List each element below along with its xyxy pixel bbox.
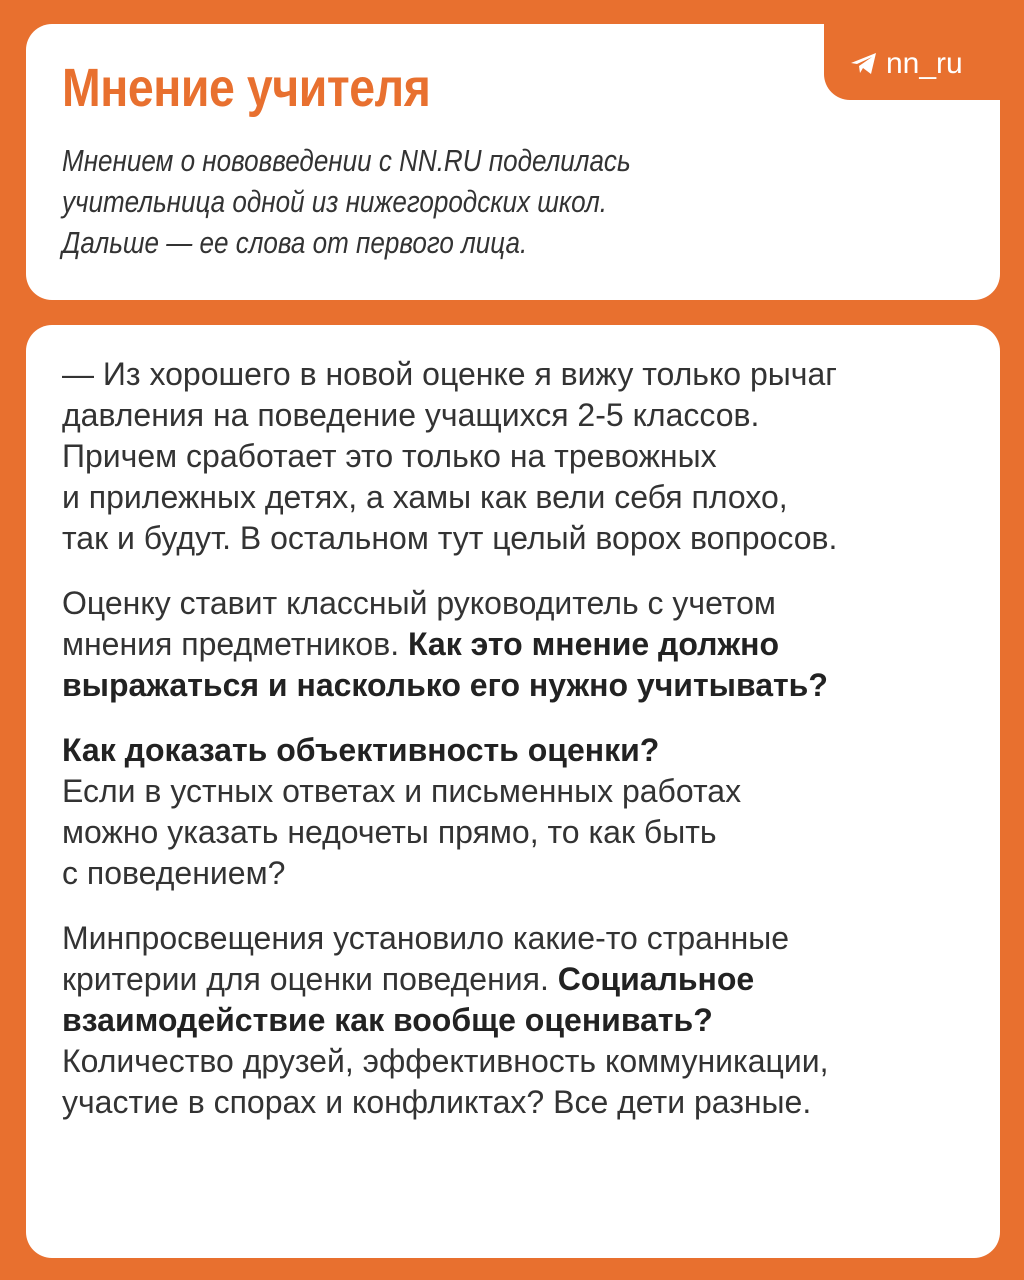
paragraph-4 — [62, 918, 992, 1123]
text-line: так и будут. В остальном тут целый ворох вопросов. — [62, 520, 838, 556]
text-line: можно указать недочеты прямо, то как быть — [62, 814, 717, 850]
text-line: участие в спорах и конфликтах? Все дети разные. — [62, 1084, 812, 1120]
intro-line: учительница одной из нижегородских школ. — [62, 184, 608, 219]
intro-text — [62, 140, 818, 263]
text-line: Оценку ставит классный руководитель с учетом — [62, 585, 776, 621]
text-line: Минпросвещения установило какие-то странные — [62, 920, 790, 956]
text-line: давления на поведение учащихся 2-5 классов. — [62, 397, 760, 433]
paragraph-2 — [62, 583, 992, 706]
text-line: Причем сработает это только на тревожных — [62, 438, 717, 474]
text-line: критерии для оценки поведения. — [62, 961, 549, 997]
paragraph-1 — [62, 354, 992, 559]
text-line: Количество друзей, эффективность коммуникации, — [62, 1043, 829, 1079]
intro-line: Дальше — ее слова от первого лица. — [62, 225, 528, 260]
bold-question: Социальное — [557, 961, 755, 997]
text-line: с поведением? — [62, 855, 286, 891]
text-line: Если в устных ответах и письменных работах — [62, 773, 742, 809]
text-line: мнения предметников. — [62, 626, 400, 662]
bold-question: Как это мнение должно — [408, 626, 779, 662]
telegram-handle[interactable] — [850, 44, 963, 84]
bold-question: Как доказать объективность оценки? — [62, 732, 660, 768]
quote-body — [62, 354, 992, 1147]
bold-question: взаимодействие как вообще оценивать? — [62, 1002, 713, 1038]
handle-text: nn_ru — [886, 47, 963, 80]
intro-line: Мнением о нововведении с NN.RU поделилась — [62, 143, 631, 178]
page-title: Мнение учителя — [62, 58, 431, 118]
text-line: и прилежных детях, а хамы как вели себя плохо, — [62, 479, 788, 515]
bold-question: выражаться и насколько его нужно учитывать? — [62, 667, 828, 703]
text-line: — Из хорошего в новой оценке я вижу только рычаг — [62, 356, 837, 392]
paragraph-3 — [62, 730, 992, 894]
telegram-icon — [850, 52, 878, 76]
